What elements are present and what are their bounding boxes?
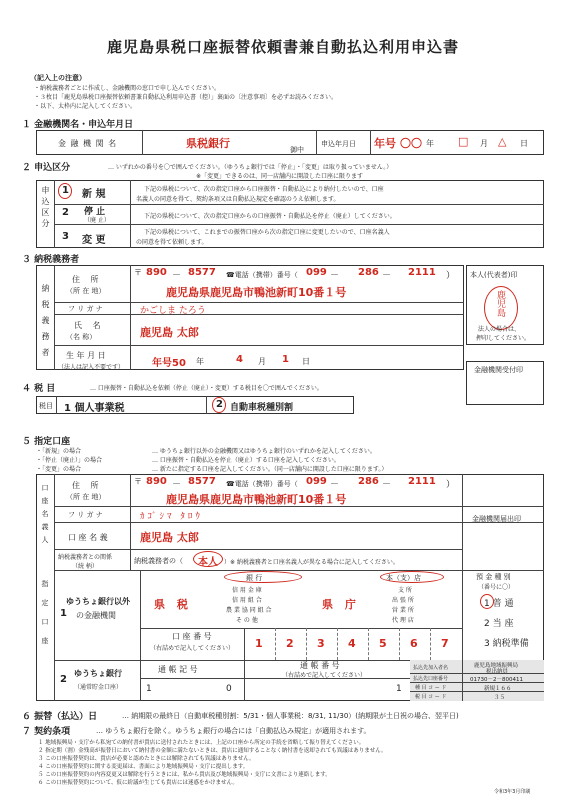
yucho-label: ゆうちょ銀行 [74, 669, 122, 678]
account-digit-2[interactable]: 2 [286, 637, 294, 650]
account-number-sub: （右詰めで記入してください） [150, 645, 235, 652]
branch-type-eigyosho: 営 業 所 [392, 607, 414, 614]
date-day-value[interactable]: △ [498, 135, 507, 148]
type-1-num[interactable]: 1 [62, 185, 69, 196]
clause-1: １ 地域振興局・支庁から私宛ての納付書が貴店に送付されたときには、上記の口座から所定の手続を省略して振り替えてください。 [38, 740, 365, 746]
yucho-sub: （通常貯金口座） [74, 684, 123, 691]
rule-2-val: … 口座振替・自動払込を停止（廃止）する口座を記入してください。 [152, 457, 340, 464]
bank-label: 金 融 機 関 名 [58, 139, 118, 148]
taxpayer-dob-month-unit: 月 [258, 357, 266, 366]
branch-type-shucchojo: 出 張 所 [392, 597, 414, 604]
clause-5: ５ この口座振替契約の内容変更又は解除を行うときには、私から貴店及び地域振興局・支庁に文書により連絡します。 [38, 772, 331, 778]
date-label: 申込年月日 [321, 140, 356, 148]
account-postal-2[interactable]: 8577 [188, 476, 216, 487]
rule-1-val: … ゆうちょ銀行以外の金融機関又はゆうちょ銀行のいずれかを記入してください。 [152, 448, 376, 455]
row-2-num: 2 [60, 674, 67, 685]
taxpayer-dob-sub: （法人は記入不要です） [58, 364, 125, 371]
taxpayer-postal-1[interactable]: 890 [146, 267, 167, 278]
taxpayer-postal-mark: 〒 [134, 268, 142, 277]
account-phone-close: ） [446, 480, 456, 490]
bank-type-shinkin: 信 用 金 庫 [232, 587, 262, 594]
date-era[interactable]: 年号 [374, 137, 396, 150]
row-1-num: 1 [60, 608, 67, 619]
tsucho-kigo-label: 通 帳 記 号 [158, 665, 198, 674]
rule-1-key: ・「新規」の場合 [36, 448, 82, 455]
branch-name-value[interactable]: 県 庁 [322, 598, 360, 611]
account-holder-side: 口座名義人 [41, 484, 49, 549]
application-type-side: 申込区分 [41, 186, 50, 230]
account-digit-5[interactable]: 5 [379, 637, 387, 650]
taxpayer-phone-dash-1: － [330, 271, 340, 281]
clause-3: ３ この口座振替契約は、貴店が必要と認めたときには解除されても異議はありません。 [38, 756, 255, 762]
deposit-type-1[interactable]: 1 普 通 [484, 599, 514, 609]
section-2-heading: ２ 申込区分 [22, 163, 71, 173]
receipt-label: 金融機関受付印 [474, 366, 523, 374]
type-1-desc-2: 名義人の同意を得て、契約条項又は自動払込規定を確認のうえ依頼します。 [136, 196, 340, 203]
taxpayer-name-sub: （名 称） [66, 333, 97, 341]
bank-name-value[interactable]: 県 税 [154, 598, 192, 611]
relation-suffix: ）※ 納税義務者と口座名義人が異なる場合に記入してください。 [224, 559, 399, 566]
type-2-num[interactable]: 2 [62, 207, 69, 218]
section-4-instruction: … 口座振替・自動払込を依頼（停止（廃止）・変更）する税目を〇で囲んでください。 [90, 385, 323, 392]
section-6-heading: ６ 振替（払込）日 [22, 712, 98, 722]
section-2-note: ※「変更」できるのは、同一店舗内に開設した口座に限ります [196, 173, 364, 180]
other-bank-label: ゆうちょ銀行以外 [66, 597, 130, 606]
rule-3-key: ・「変更」の場合 [36, 466, 82, 473]
onchu-label: 御中 [290, 146, 304, 154]
print-footer: 令和3年3月印刷 [494, 789, 531, 795]
deposit-type-label: 預 金 種 別 [476, 573, 511, 581]
clause-6: ６ この口座振替契約について、仮に紛議が生じても貴店には迷惑をかけません。 [38, 780, 238, 786]
taxpayer-postal-dash: － [172, 271, 182, 281]
other-bank-label-2: の金融機関 [76, 611, 116, 620]
designated-account-side: 指定口座 [41, 580, 49, 656]
taxpayer-phone-1[interactable]: 099 [306, 267, 327, 278]
date-month-value[interactable]: □ [458, 135, 469, 148]
relation-sub: （続 柄） [72, 563, 98, 570]
section-7-text: … ゆうちょ銀行を除く。ゆうちょ銀行の場合には「自動払込み規定」が適用されます。 [96, 727, 371, 735]
payee-name-2: 税出納員 [486, 669, 509, 675]
note-2: ・３枚目「鹿児島県税口座振替依頼書兼自動払込利用申込書（控）」裏面の〔注意事項〕を必ずお読みください。 [34, 94, 338, 101]
tax-item-2-label: 自動車税種別割 [230, 403, 294, 413]
deposit-type-sub: （番号に〇） [478, 584, 515, 591]
account-address[interactable]: 鹿児島県鹿児島市鴨池新町10番１号 [166, 493, 347, 506]
taxpayer-dob-year-unit: 年 [196, 357, 204, 366]
bank-value[interactable]: 県税銀行 [186, 137, 230, 150]
section-7-heading: ７ 契約条項 [22, 727, 71, 737]
account-phone-dash-1: － [330, 480, 340, 490]
tax-item-2-num[interactable]: 2 [216, 399, 223, 410]
taxpayer-dob-day[interactable]: 1 [282, 354, 289, 365]
branch-type-main: 本（支）店 [386, 574, 421, 582]
tsucho-kigo-1[interactable]: 1 [146, 684, 152, 694]
taxpayer-name[interactable]: 鹿児島 太郎 [140, 326, 199, 339]
date-month-unit: 月 [480, 139, 488, 148]
account-digit-6[interactable]: 6 [410, 637, 418, 650]
tax-item-1[interactable]: 1 個人事業税 [64, 403, 125, 414]
account-phone-3[interactable]: 2111 [408, 476, 436, 487]
circle-bank-type [224, 571, 302, 583]
deposit-type-3[interactable]: 3 納税準備 [484, 639, 529, 649]
payee-label: 払込先加入者名 [413, 665, 449, 671]
seal-note-1: 法人の場合は、 [478, 326, 521, 333]
taxpayer-dob-month[interactable]: 4 [236, 354, 243, 365]
item-code-label: 税 目 コ ー ド [415, 694, 447, 700]
clause-4: ４ この口座振替契約に関する変更届は、書面により地域振興局・支庁に提出します。 [38, 764, 249, 770]
section-3-heading: ３ 納税義務者 [22, 255, 80, 265]
bank-type-other: そ の 他 [236, 617, 258, 624]
relation-value[interactable]: 本人 [198, 557, 218, 568]
note-1: ・納税義務者ごとに作成し、金融機関の窓口で申し込んでください。 [34, 85, 221, 92]
registered-seal-label: 金融機関届出印 [472, 515, 521, 523]
account-digit-7[interactable]: 7 [441, 637, 449, 650]
taxpayer-name-label: 氏 名 [74, 321, 105, 330]
type-2-sub: （廃 止） [84, 217, 110, 224]
account-phone-label: ☎電話（携帯）番号（ [226, 480, 298, 488]
tax-item-side: 税目 [39, 402, 53, 410]
account-name[interactable]: 鹿児島 太郎 [140, 531, 199, 544]
item-code: ３５ [494, 695, 506, 701]
notes-heading: （記入上の注意） [30, 74, 86, 82]
relation-label: 納税義務者との関係 [58, 554, 113, 561]
clause-2: ２ 指定期（割）金残高が振替日において納付書の金額に満たないときは、貴店に通知することなく納付書を返却されても異議はありません。 [38, 748, 387, 754]
taxpayer-dob-day-unit: 日 [302, 357, 310, 366]
taxpayer-phone-dash-2: － [382, 271, 392, 281]
account-phone-2[interactable]: 286 [358, 476, 379, 487]
account-furigana[interactable]: ｶｺﾞｼﾏ ﾀﾛｳ [140, 512, 203, 522]
account-phone-dash-2: － [382, 480, 392, 490]
date-day-unit: 日 [520, 139, 528, 148]
tsucho-bango-label: 通 帳 番 号 [300, 661, 340, 670]
type-3-desc-1: 下記の県税について、これまでの振替口座から次の指定口座に変更したいので、口座名義人 [144, 229, 390, 236]
section-5-heading: ５ 指定口座 [22, 437, 71, 447]
account-number-label: 口 座 番 号 [172, 632, 212, 641]
relation-prefix: 納税義務者の（ [134, 557, 183, 565]
payee-name: 鹿児島地域振興局 [474, 663, 519, 669]
branch-type-shisho: 支 所 [398, 587, 412, 594]
type-2-desc: 下記の県税について、次の指定口座からの口座振替・自動払込を停止（廃止）してください。 [144, 213, 396, 220]
taxpayer-addr-sub: （所 在 地） [66, 287, 106, 295]
payee-no-label: 払込先口座番号 [413, 676, 449, 682]
account-digit-1[interactable]: 1 [255, 637, 263, 650]
tsucho-bango-sub: （右詰めで記入してください） [282, 672, 367, 679]
note-3: ・以下、太枠内に記入してください。 [34, 103, 137, 110]
rule-2-key: ・「停止（廃止）」の場合 [36, 457, 103, 464]
seal-note-2: 押印してください。 [476, 335, 531, 342]
type-3-desc-2: の同意を得て依頼します。 [136, 239, 208, 246]
date-year-unit: 年 [426, 139, 434, 148]
account-furigana-label: フ リ ガ ナ [68, 511, 103, 519]
taxpayer-dob-era[interactable]: 年号50 [152, 358, 186, 369]
account-postal-1[interactable]: 890 [146, 476, 167, 487]
tsucho-bango-end[interactable]: 1 [396, 684, 402, 694]
bank-type-nokyo: 農 業 協 同 組 合 [226, 607, 272, 614]
type-3-label: 変 更 [82, 235, 106, 246]
type-1-desc-1: 下記の県税について、次の指定口座から口座振替・自動払込により納付したいので、口座 [144, 186, 384, 193]
taxpayer-furigana[interactable]: かごしま たろう [140, 306, 206, 316]
taxpayer-phone-label: ☎電話（携帯）番号（ [226, 271, 298, 279]
seal-stamp-text: 鹿児島 [495, 290, 505, 317]
account-addr-label: 住 所 [72, 481, 103, 490]
account-addr-sub: （所 在 地） [66, 493, 106, 501]
section-1-heading: １ 金融機関名・申込年月日 [22, 120, 134, 130]
type-1-label: 新 規 [82, 189, 106, 200]
account-postal-dash: － [172, 480, 182, 490]
account-postal-mark: 〒 [134, 477, 142, 486]
taxpayer-dob-label: 生 年 月 日 [66, 351, 106, 360]
bank-type-shinkumi: 信 用 組 合 [232, 597, 262, 604]
seal-label: 本人(代表者)印 [470, 271, 518, 279]
section-4-heading: ４ 税 目 [22, 384, 56, 394]
rule-3-val: … 新たに指定する口座を記入してください。（同一店舗内に開設した口座に限ります。） [152, 466, 388, 473]
account-name-label: 口 座 名 義 [68, 533, 108, 542]
type-3-num[interactable]: 3 [62, 231, 69, 242]
page-title: 鹿児島県税口座振替依頼書兼自動払込利用申込書 [106, 38, 459, 56]
kind-code: 新規１６６ [484, 686, 512, 692]
taxpayer-phone-2[interactable]: 286 [358, 267, 379, 278]
section-2-instruction: … いずれかの番号を〇で囲んでください。（ゆうちょ銀行では「停止」・「変更」は取り扱っていません。） [108, 164, 393, 171]
taxpayer-address[interactable]: 鹿児島県鹿児島市鴨池新町10番１号 [166, 286, 347, 299]
kind-code-label: 種 目 コ ー ド [415, 685, 447, 691]
account-phone-1[interactable]: 099 [306, 476, 327, 487]
tsucho-kigo-0[interactable]: 0 [226, 684, 232, 694]
account-digit-4[interactable]: 4 [348, 637, 356, 650]
taxpayer-addr-label: 住 所 [72, 275, 103, 284]
taxpayer-postal-2[interactable]: 8577 [188, 267, 216, 278]
deposit-type-2[interactable]: 2 当 座 [484, 619, 514, 629]
account-digit-3[interactable]: 3 [317, 637, 325, 650]
branch-type-dairiten: 代 理 店 [392, 617, 414, 624]
taxpayer-furigana-label: フ リ ガ ナ [68, 305, 103, 313]
section-6-text: … 納期限の最終日（自動車税種別割：5/31・個人事業税：8/31, 11/30）(納期限が土日祝の場合、翌平日) [122, 712, 459, 720]
bank-type-bank: 銀 行 [246, 574, 263, 582]
date-year-value[interactable]: 〇〇 [400, 137, 422, 150]
payee-no: 01730－2－800411 [470, 677, 523, 683]
taxpayer-side: 納税義務者 [41, 284, 50, 364]
type-2-label: 停 止 [84, 207, 106, 217]
taxpayer-phone-3[interactable]: 2111 [408, 267, 436, 278]
taxpayer-phone-close: ） [446, 271, 456, 281]
